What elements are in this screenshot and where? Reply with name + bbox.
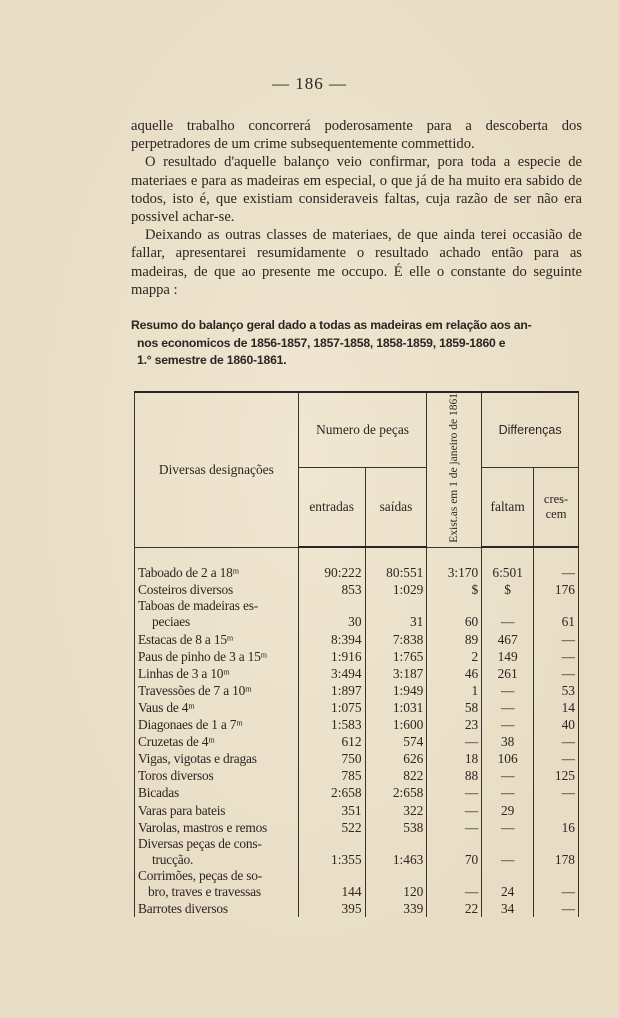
row-faltam: 29: [482, 801, 534, 818]
row-existencias: 3:170: [427, 547, 482, 581]
row-entradas: 1:916: [298, 648, 365, 665]
row-crescem: 178: [534, 836, 579, 868]
row-saidas: 538: [365, 819, 427, 836]
row-existencias: —: [427, 733, 482, 750]
row-designacao: [135, 682, 299, 699]
row-designacao: [135, 581, 299, 598]
row-saidas: 1:949: [365, 682, 427, 699]
row-saidas: 339: [365, 900, 427, 917]
paragraph-3: Deixando as outras classes de materiaes, de que ainda terei occasião de fallar, apresentarei resumidamente o resultado achado então para as madeiras, de que ao presente me occupo. É elle o constante do seguinte mappa :: [131, 227, 582, 298]
row-designacao-line1: Vaus de 4ᵐ: [138, 699, 195, 715]
row-designacao-line1: Diversas peças de cons-: [138, 835, 262, 851]
header-designacoes: Diversas designações: [135, 392, 299, 547]
row-designacao-line1: Costeiros diversos: [138, 582, 233, 598]
row-crescem: —: [534, 750, 579, 767]
row-designacao: [135, 900, 299, 917]
row-existencias: —: [427, 819, 482, 836]
row-entradas: 853: [298, 581, 365, 598]
table-row: [135, 900, 579, 917]
header-crescem: cres-cem: [534, 468, 579, 548]
row-designacao: [135, 767, 299, 784]
row-existencias: —: [427, 801, 482, 818]
row-designacao: [135, 665, 299, 682]
table-body: [135, 547, 579, 916]
row-faltam: —: [482, 767, 534, 784]
row-entradas: 3:494: [298, 665, 365, 682]
row-faltam: —: [482, 716, 534, 733]
row-existencias: 89: [427, 630, 482, 647]
row-faltam: 24: [482, 868, 534, 900]
row-designacao-line1: Varas para bateis: [138, 802, 226, 818]
row-faltam: —: [482, 836, 534, 868]
header-entradas: entradas: [298, 468, 365, 548]
row-saidas: 2:658: [365, 784, 427, 801]
caption-line-2: nos economicos de 1856-1857, 1857-1858, 1858-1859, 1859-1860 e: [137, 335, 506, 350]
row-crescem: 53: [534, 682, 579, 699]
row-saidas: 1:031: [365, 699, 427, 716]
table-row: [135, 750, 579, 767]
row-designacao-line1: Diagonaes de 1 a 7ᵐ: [138, 717, 243, 733]
table-row: [135, 581, 579, 598]
row-existencias: 18: [427, 750, 482, 767]
row-faltam: —: [482, 699, 534, 716]
row-existencias: —: [427, 868, 482, 900]
row-crescem: —: [534, 733, 579, 750]
row-designacao: [135, 750, 299, 767]
row-existencias: 46: [427, 665, 482, 682]
row-existencias: 88: [427, 767, 482, 784]
row-existencias: 1: [427, 682, 482, 699]
header-faltam: faltam: [482, 468, 534, 548]
row-designacao-line1: Cruzetas de 4ᵐ: [138, 734, 215, 750]
row-designacao-line1: Estacas de 8 a 15ᵐ: [138, 631, 234, 647]
caption-line-3: 1.° semestre de 1860-1861.: [137, 353, 287, 367]
row-crescem: 14: [534, 699, 579, 716]
table-row: [135, 630, 579, 647]
row-designacao: [135, 836, 299, 868]
table-row: [135, 801, 579, 818]
row-faltam: —: [482, 598, 534, 630]
row-designacao-line1: Linhas de 3 a 10ᵐ: [138, 665, 230, 681]
balance-table: [134, 391, 579, 917]
row-entradas: 30: [298, 598, 365, 630]
row-faltam: 6:501: [482, 547, 534, 581]
row-entradas: 395: [298, 900, 365, 917]
table-row: [135, 767, 579, 784]
row-existencias: 60: [427, 598, 482, 630]
row-existencias: 22: [427, 900, 482, 917]
row-designacao-line2: trucção.: [152, 851, 194, 867]
table-row: [135, 665, 579, 682]
table-caption: [131, 317, 583, 370]
paragraph-2: O resultado d'aquelle balanço veio confirmar, pora toda a especie de materiaes e para as madeiras em especial, o que já de ha muito era sabido de todos, isto é, que existiam consideraveis faltas, cuja razão de ser não era possivel achar-se.: [131, 154, 582, 226]
row-designacao: [135, 648, 299, 665]
header-differencas: Differenças: [482, 392, 579, 468]
row-entradas: 1:355: [298, 836, 365, 868]
header-saidas: saídas: [365, 468, 427, 548]
header-existencias: Exist.as em 1 de janeiro de 1861: [427, 392, 482, 547]
header-numero-pecas: Numero de peças: [298, 392, 427, 468]
row-entradas: 8:394: [298, 630, 365, 647]
row-saidas: 7:838: [365, 630, 427, 647]
row-designacao: [135, 819, 299, 836]
row-entradas: 351: [298, 801, 365, 818]
row-saidas: 574: [365, 733, 427, 750]
row-designacao: [135, 801, 299, 818]
row-designacao-line1: Varolas, mastros e remos: [138, 819, 268, 835]
row-entradas: 144: [298, 868, 365, 900]
row-entradas: 1:897: [298, 682, 365, 699]
row-faltam: 38: [482, 733, 534, 750]
table-row: [135, 682, 579, 699]
row-saidas: 322: [365, 801, 427, 818]
row-designacao-line1: Bicadas: [138, 785, 179, 801]
caption-line-1: Resumo do balanço geral dado a todas as madeiras em relação aos an-: [131, 318, 532, 332]
paragraph-1: aquelle trabalho concorrerá poderosamente para a descoberta dos perpetradores de um crime subsequentemente commettido.: [131, 118, 582, 153]
row-saidas: 3:187: [365, 665, 427, 682]
row-designacao: [135, 733, 299, 750]
row-entradas: 612: [298, 733, 365, 750]
row-faltam: 149: [482, 648, 534, 665]
table-row: [135, 868, 579, 900]
row-faltam: 34: [482, 900, 534, 917]
row-crescem: —: [534, 665, 579, 682]
row-entradas: 522: [298, 819, 365, 836]
row-designacao-line1: Taboas de madeiras es-: [138, 598, 258, 614]
table-row: [135, 699, 579, 716]
row-designacao-line1: Vigas, vigotas e dragas: [138, 751, 257, 767]
row-entradas: 785: [298, 767, 365, 784]
row-saidas: 120: [365, 868, 427, 900]
row-crescem: —: [534, 784, 579, 801]
table-row: [135, 836, 579, 868]
row-saidas: 822: [365, 767, 427, 784]
row-crescem: 16: [534, 819, 579, 836]
row-designacao-line1: Toros diversos: [138, 768, 214, 784]
row-crescem: [534, 801, 579, 818]
row-designacao: [135, 547, 299, 581]
table-row: [135, 716, 579, 733]
row-crescem: 176: [534, 581, 579, 598]
row-faltam: 106: [482, 750, 534, 767]
row-designacao: [135, 630, 299, 647]
row-designacao: [135, 868, 299, 900]
row-entradas: 90:222: [298, 547, 365, 581]
row-saidas: 1:765: [365, 648, 427, 665]
table-row: [135, 784, 579, 801]
row-saidas: 80:551: [365, 547, 427, 581]
row-crescem: —: [534, 630, 579, 647]
row-designacao: [135, 699, 299, 716]
page-number: — 186 —: [272, 74, 347, 93]
body-text: [131, 117, 582, 299]
row-designacao-line1: Taboado de 2 a 18ᵐ: [138, 565, 239, 581]
row-existencias: 70: [427, 836, 482, 868]
row-designacao: [135, 716, 299, 733]
row-designacao-line1: Corrimões, peças de so-: [138, 867, 263, 883]
row-existencias: 58: [427, 699, 482, 716]
row-designacao-line1: Travessões de 7 a 10ᵐ: [138, 682, 252, 698]
row-crescem: —: [534, 868, 579, 900]
row-faltam: 467: [482, 630, 534, 647]
row-entradas: 1:075: [298, 699, 365, 716]
row-crescem: 61: [534, 598, 579, 630]
table-row: [135, 733, 579, 750]
row-crescem: 125: [534, 767, 579, 784]
row-saidas: 626: [365, 750, 427, 767]
row-crescem: —: [534, 900, 579, 917]
table-row: [135, 598, 579, 630]
row-crescem: 40: [534, 716, 579, 733]
table-row: [135, 819, 579, 836]
row-entradas: 750: [298, 750, 365, 767]
row-entradas: 1:583: [298, 716, 365, 733]
row-existencias: 23: [427, 716, 482, 733]
row-saidas: 1:463: [365, 836, 427, 868]
row-faltam: $: [482, 581, 534, 598]
row-designacao-line2: bro, traves e travessas: [148, 883, 261, 899]
row-existencias: 2: [427, 648, 482, 665]
row-existencias: —: [427, 784, 482, 801]
table-row: [135, 547, 579, 581]
row-faltam: 261: [482, 665, 534, 682]
row-crescem: —: [534, 547, 579, 581]
row-designacao-line1: Barrotes diversos: [138, 900, 228, 916]
row-designacao-line2: peciaes: [152, 614, 191, 630]
table-header: [135, 392, 579, 547]
row-faltam: —: [482, 784, 534, 801]
row-designacao-line1: Paus de pinho de 3 a 15ᵐ: [138, 648, 267, 664]
row-faltam: —: [482, 819, 534, 836]
row-designacao: [135, 598, 299, 630]
row-faltam: —: [482, 682, 534, 699]
table-row: [135, 648, 579, 665]
row-saidas: 31: [365, 598, 427, 630]
row-crescem: —: [534, 648, 579, 665]
row-saidas: 1:029: [365, 581, 427, 598]
row-designacao: [135, 784, 299, 801]
row-entradas: 2:658: [298, 784, 365, 801]
row-existencias: $: [427, 581, 482, 598]
row-saidas: 1:600: [365, 716, 427, 733]
